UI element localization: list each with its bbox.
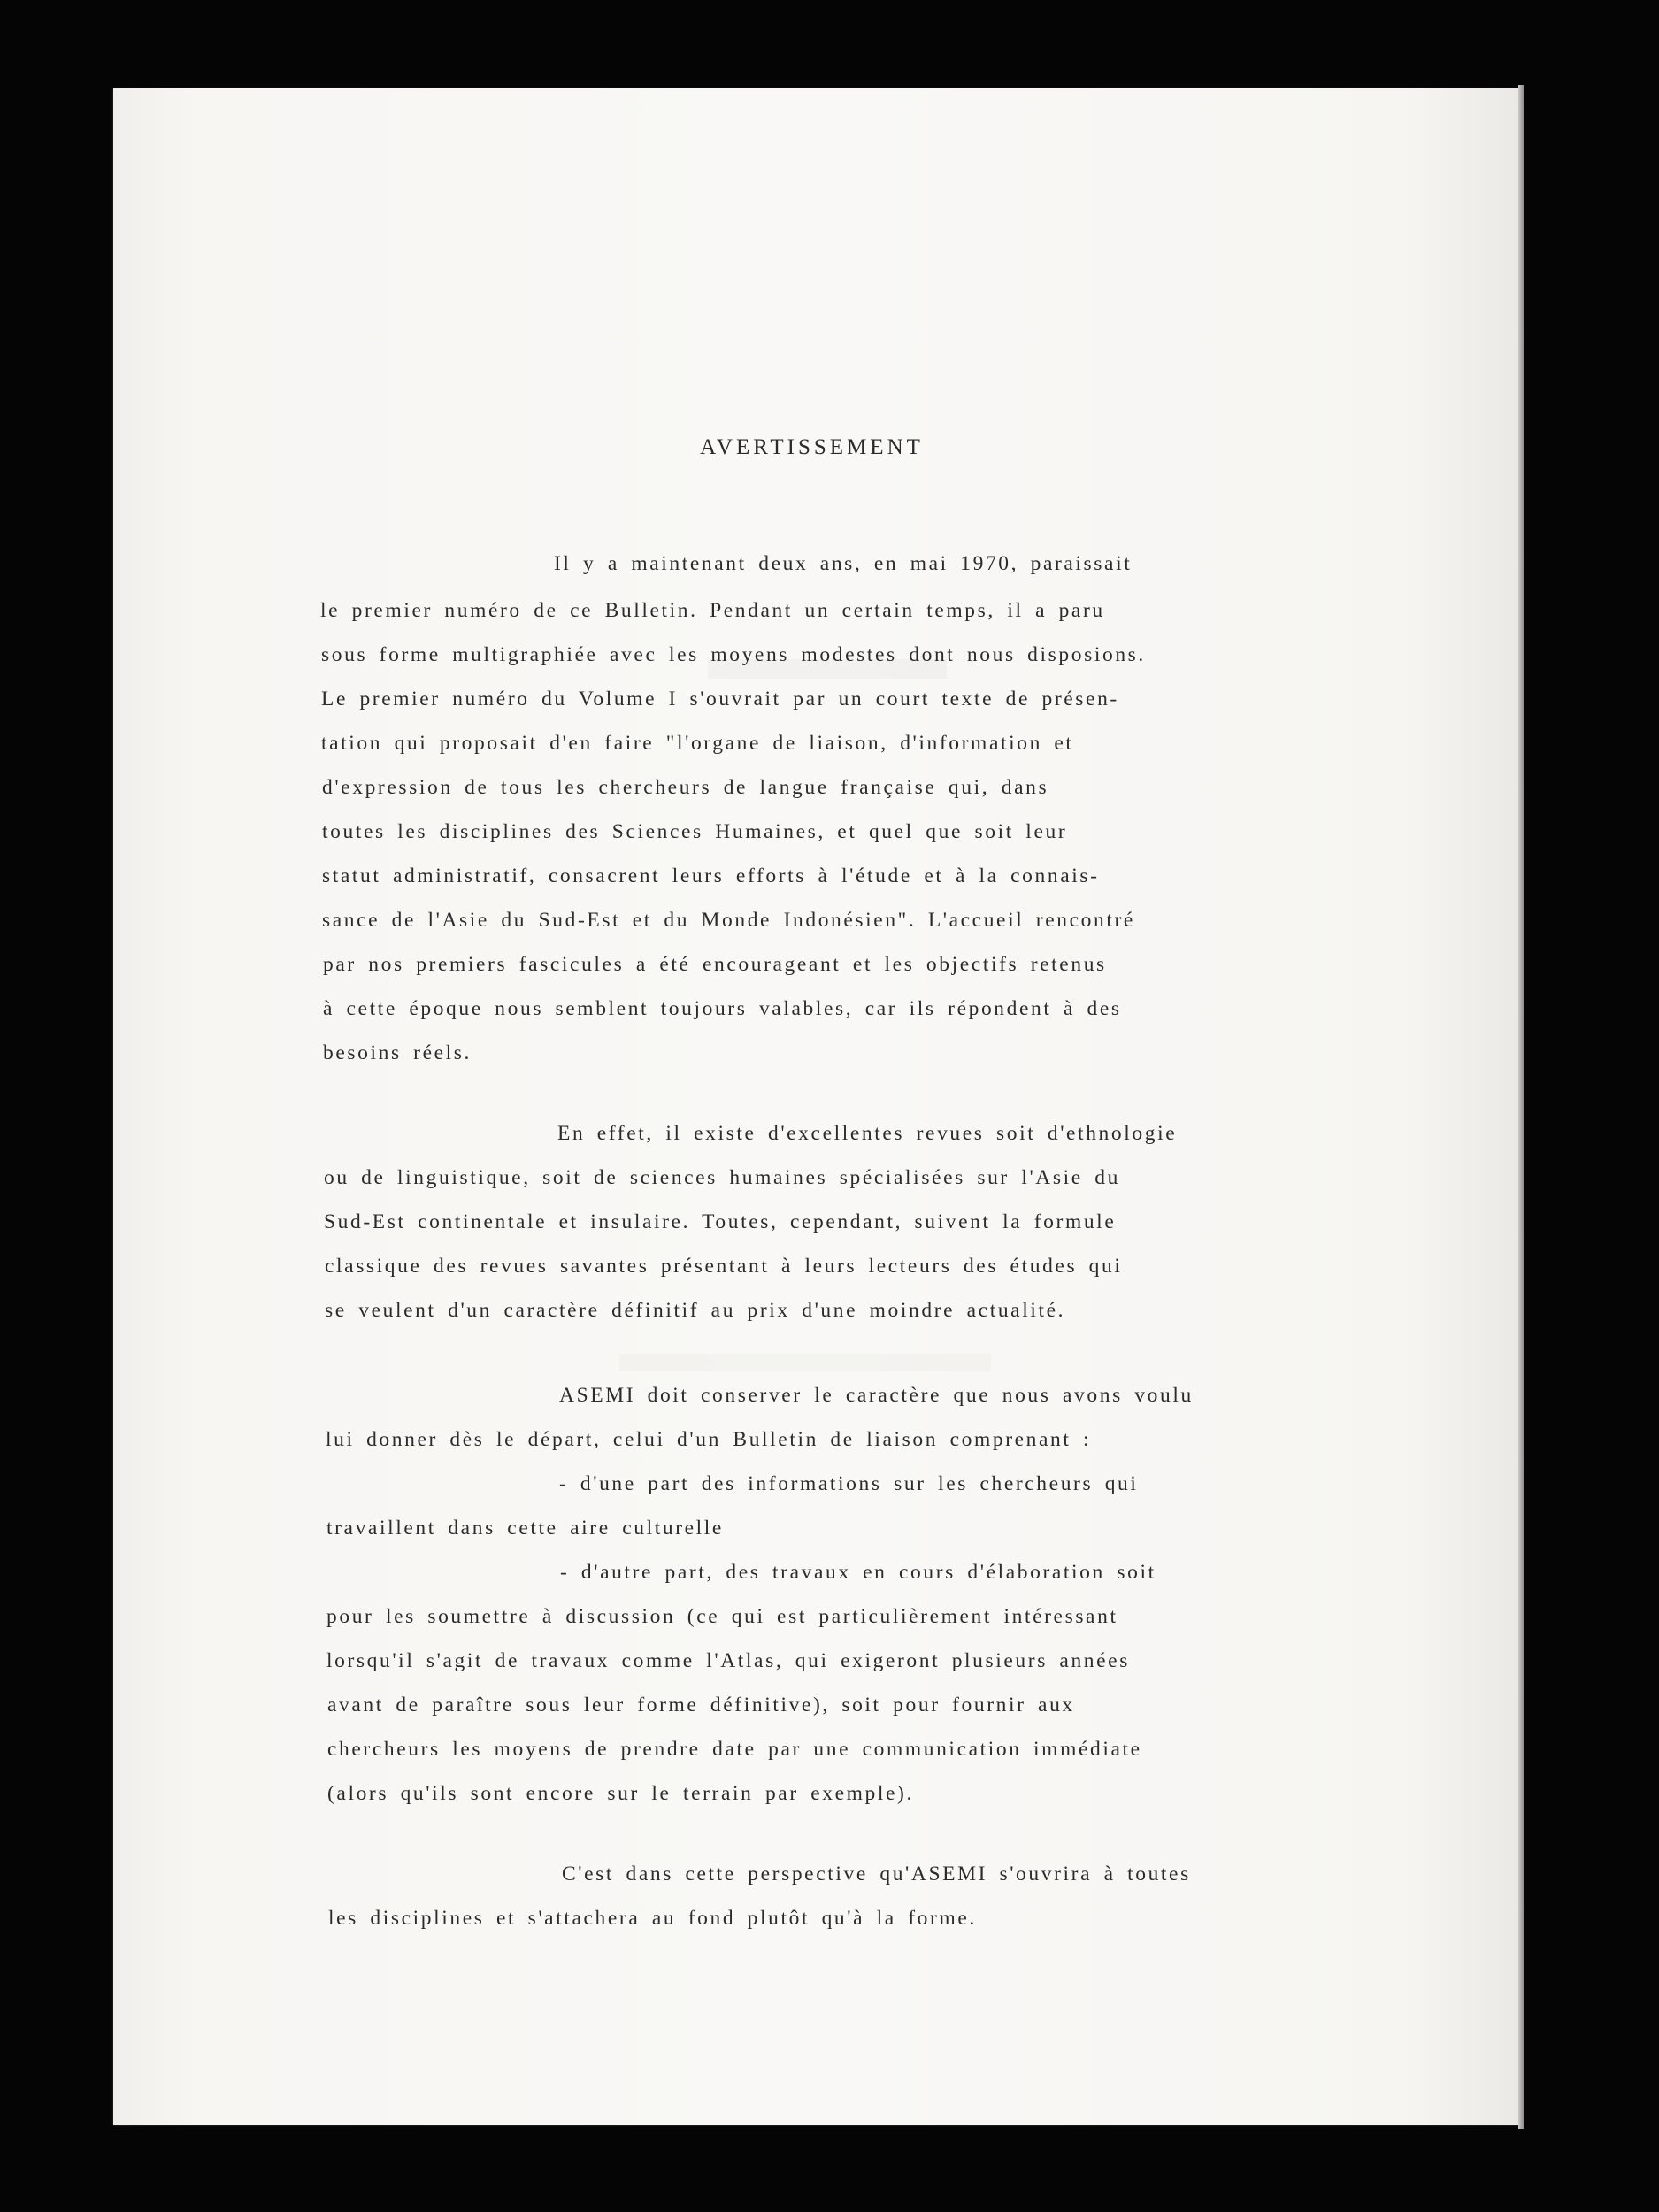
text-line: chercheurs les moyens de prendre date par une communication immédiate	[327, 1738, 1142, 1761]
paper-edge	[1518, 85, 1524, 2129]
text-line: (alors qu'ils sont encore sur le terrain par exemple).	[327, 1782, 914, 1805]
text-line: - d'une part des informations sur les chercheurs qui	[559, 1472, 1139, 1495]
text-line: statut administratif, consacrent leurs efforts à l'étude et à la connais-	[322, 864, 1100, 887]
text-line: ASEMI doit conserver le caractère que nous avons voulu	[559, 1384, 1194, 1407]
text-line: le premier numéro de ce Bulletin. Pendant un certain temps, il a paru	[320, 599, 1105, 622]
text-line: d'expression de tous les chercheurs de langue française qui, dans	[322, 776, 1049, 799]
text-line: classique des revues savantes présentant à leurs lecteurs des études qui	[325, 1255, 1123, 1278]
paper-sheet	[113, 88, 1518, 2125]
text-line: Il y a maintenant deux ans, en mai 1970, paraissait	[554, 552, 1133, 575]
text-line: lorsqu'il s'agit de travaux comme l'Atlas, qui exigeront plusieurs années	[326, 1649, 1130, 1672]
text-line: travaillent dans cette aire culturelle	[326, 1517, 724, 1540]
text-line: à cette époque nous semblent toujours valables, car ils répondent à des	[323, 997, 1122, 1020]
show-through-mark	[619, 1354, 991, 1371]
text-line: Le premier numéro du Volume I s'ouvrait par un court texte de présen-	[321, 687, 1119, 710]
text-line: par nos premiers fascicules a été encourageant et les objectifs retenus	[323, 953, 1107, 976]
text-line: En effet, il existe d'excellentes revues soit d'ethnologie	[557, 1122, 1178, 1145]
text-line: Sud-Est continentale et insulaire. Toutes, cependant, suivent la formule	[324, 1210, 1117, 1233]
text-line: toutes les disciplines des Sciences Humaines, et quel que soit leur	[322, 820, 1068, 843]
text-line: se veulent d'un caractère définitif au prix d'une moindre actualité.	[325, 1299, 1066, 1322]
text-line: - d'autre part, des travaux en cours d'élaboration soit	[560, 1561, 1156, 1584]
text-line: lui donner dès le départ, celui d'un Bulletin de liaison comprenant :	[326, 1428, 1092, 1451]
text-line: tation qui proposait d'en faire "l'organe de liaison, d'information et	[321, 732, 1074, 755]
document-heading: AVERTISSEMENT	[700, 435, 924, 459]
text-line: C'est dans cette perspective qu'ASEMI s'ouvrira à toutes	[562, 1863, 1191, 1886]
text-line: besoins réels.	[323, 1041, 472, 1064]
text-line: les disciplines et s'attachera au fond plutôt qu'à la forme.	[328, 1907, 977, 1930]
text-line: ou de linguistique, soit de sciences humaines spécialisées sur l'Asie du	[324, 1166, 1120, 1189]
text-line: sous forme multigraphiée avec les moyens modestes dont nous disposions.	[321, 643, 1146, 666]
text-line: pour les soumettre à discussion (ce qui est particulièrement intéressant	[326, 1605, 1118, 1628]
text-line: sance de l'Asie du Sud-Est et du Monde Indonésien". L'accueil rencontré	[322, 909, 1135, 932]
text-line: avant de paraître sous leur forme définitive), soit pour fournir aux	[327, 1694, 1075, 1717]
